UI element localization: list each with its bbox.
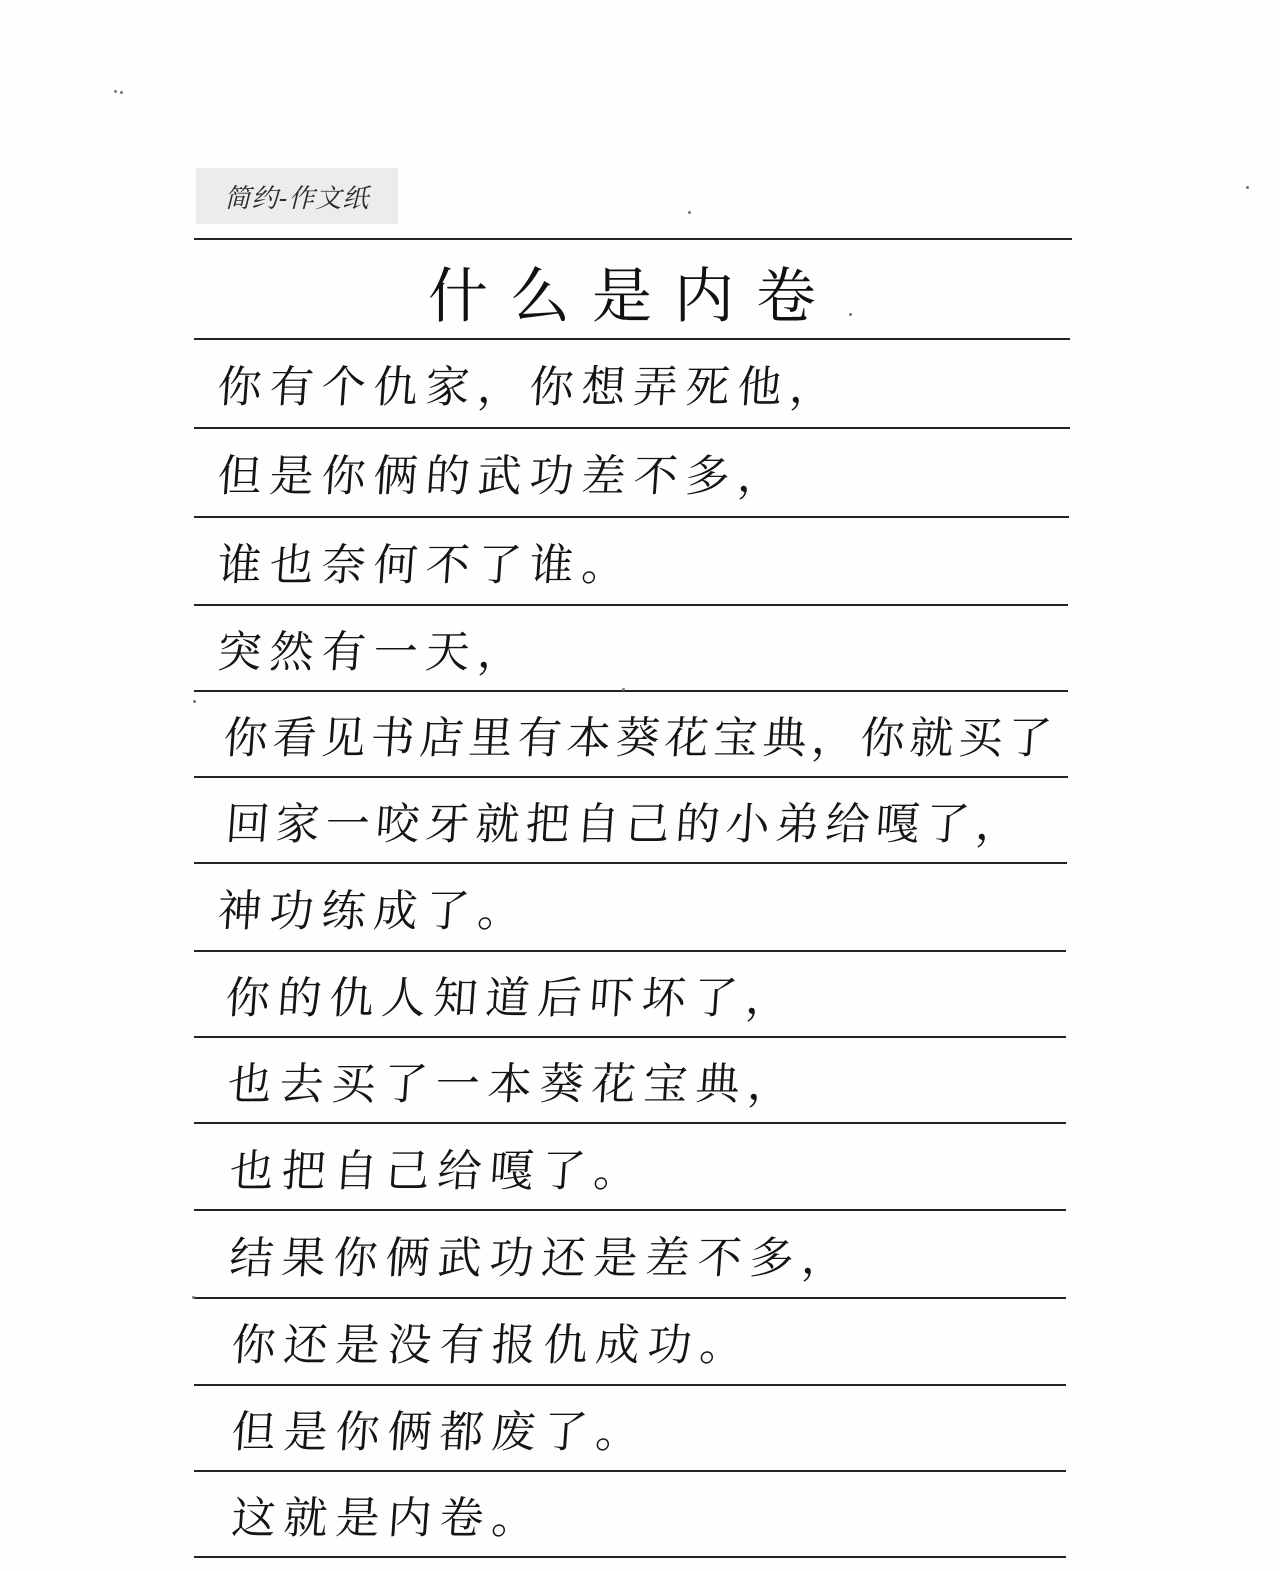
essay-line: 这就是内卷。 <box>229 1493 546 1544</box>
essay-line: 也把自己给嘎了。 <box>227 1146 648 1197</box>
ruled-line <box>194 238 1072 240</box>
scan-speck <box>193 700 196 703</box>
scan-speck <box>849 313 852 316</box>
scan-speck <box>622 688 625 691</box>
paper-type-text: 简约-作文纸 <box>224 183 370 214</box>
essay-line: 也去买了一本葵花宝典， <box>225 1059 802 1110</box>
essay-line: 你的仇人知道后吓坏了， <box>223 973 800 1024</box>
essay-line: 但是你俩的武功差不多， <box>215 451 792 502</box>
essay-line: 神功练成了。 <box>215 886 532 937</box>
scan-speck <box>114 90 117 93</box>
essay-line: 你有个仇家，你想弄死他， <box>215 362 844 413</box>
essay-line: 你还是没有报仇成功。 <box>229 1320 754 1371</box>
essay-line: 但是你俩都废了。 <box>229 1407 650 1458</box>
scan-speck <box>192 1296 195 1299</box>
paper-type-label <box>196 168 398 224</box>
essay-line: 结果你俩武功还是差不多， <box>227 1233 856 1284</box>
scan-speck <box>1246 186 1249 189</box>
scan-speck <box>688 211 691 214</box>
essay-line: 回家一咬牙就把自己的小弟给嘎了， <box>223 799 1028 850</box>
essay-line: 谁也奈何不了谁。 <box>215 540 636 591</box>
essay-line: 突然有一天， <box>215 627 532 678</box>
essay-title: 什么是内卷 <box>428 262 838 332</box>
essay-line: 你看见书店里有本葵花宝典，你就买了 <box>221 713 1059 764</box>
scan-speck <box>120 91 123 94</box>
